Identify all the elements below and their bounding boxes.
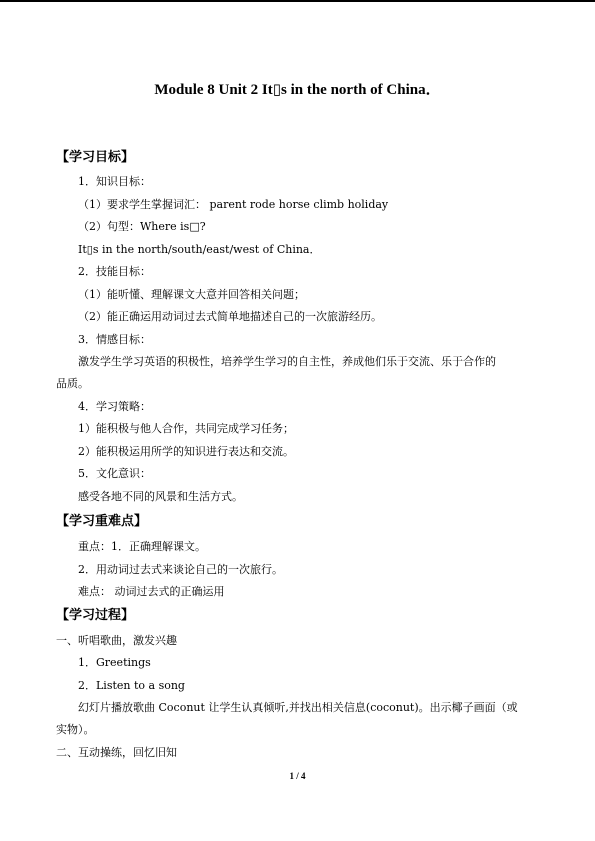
objective-line: 2）能积极运用所学的知识进行表达和交流。 [78, 445, 294, 458]
difficult-point-line: 难点： 动词过去式的正确运用 [78, 585, 225, 598]
key-point-line: 2．用动词过去式来谈论自己的一次旅行。 [78, 563, 283, 576]
section-heading-process: 【学习过程】 [56, 608, 135, 623]
objective-line: （2）句型：Where is□? [78, 220, 206, 233]
key-point-line: 重点：1．正确理解课文。 [78, 540, 206, 553]
section-heading-objectives: 【学习目标】 [56, 150, 135, 165]
objective-line: （1）要求学生掌握词汇： parent rode horse climb holiday [78, 198, 389, 211]
objective-line: 感受各地不同的风景和生活方式。 [78, 490, 243, 503]
objective-line: It▯s in the north/south/east/west of China． [78, 243, 321, 256]
page-number: 1 / 4 [289, 771, 306, 781]
objective-line: 5．文化意识： [78, 467, 151, 480]
objective-line: 1）能积极与他人合作，共同完成学习任务； [78, 422, 294, 435]
document-title: Module 8 Unit 2 It▯s in the north of China． [154, 82, 441, 98]
process-step-heading: 二、互动操练，回忆旧知 [56, 746, 177, 759]
objective-line: 4．学习策略： [78, 400, 151, 413]
top-border-line [0, 0, 595, 2]
process-paragraph: 幻灯片播放歌曲 Coconut 让学生认真倾听,并找出相关信息(coconut)。出示椰子画面（或 [78, 701, 518, 714]
objective-line: 2．技能目标： [78, 265, 151, 278]
objective-paragraph: 激发学生学习英语的积极性，培养学生学习的自主性，养成他们乐于交流、乐于合作的 [78, 355, 496, 368]
section-heading-key-points: 【学习重难点】 [56, 514, 148, 529]
process-step-heading: 一、听唱歌曲，激发兴趣 [56, 634, 177, 647]
process-line: 1．Greetings [78, 656, 151, 669]
objective-line: 1．知识目标： [78, 175, 151, 188]
objective-paragraph-continuation: 品质。 [56, 377, 89, 390]
objective-line: （1）能听懂、理解课文大意并回答相关问题； [78, 288, 305, 301]
process-line: 2．Listen to a song [78, 679, 185, 692]
process-paragraph-continuation: 实物）。 [56, 723, 95, 736]
objective-line: （2）能正确运用动词过去式简单地描述自己的一次旅游经历。 [78, 310, 382, 323]
objective-line: 3．情感目标： [78, 333, 151, 346]
